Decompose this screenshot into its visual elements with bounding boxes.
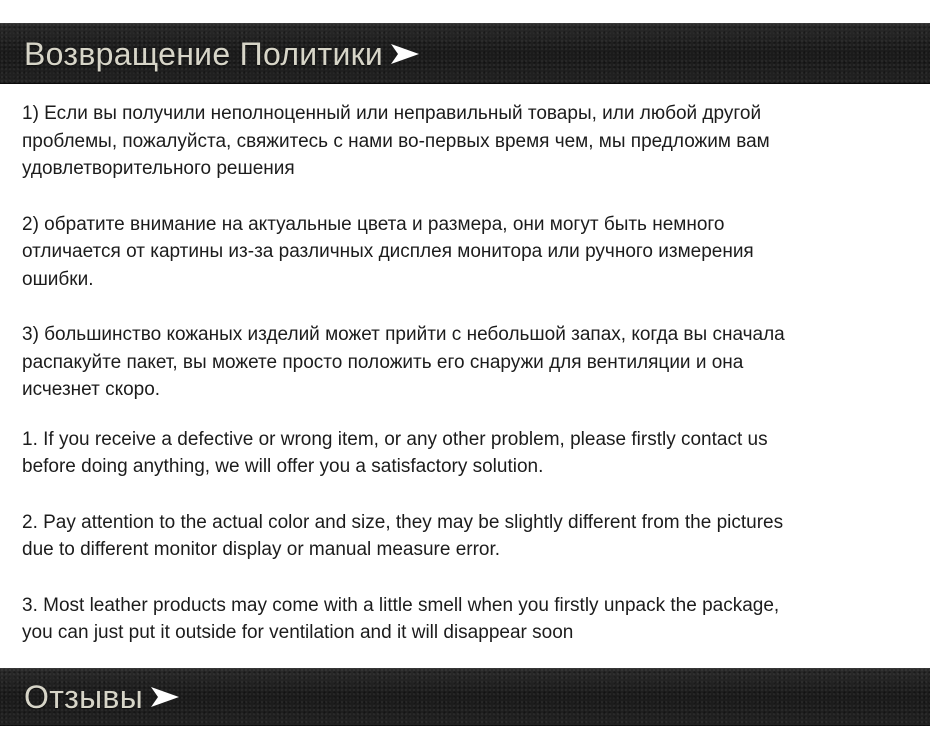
policy-content	[22, 100, 902, 647]
policy-en-1: 1. If you receive a defective or wrong item, or any other problem, please firstly contact us before doing anything, we will offer you a satisfactory solution.	[22, 428, 768, 477]
return-policy-header	[0, 23, 930, 84]
policy-ru-1: 1) Если вы получили неполноценный или неправильный товары, или любой другой проблемы, пожалуйста, свяжитесь с нами во-первых время чем, мы предложим вам удовлетворительного решения	[22, 103, 770, 179]
policy-en-3: 3. Most leather products may come with a little smell when you firstly unpack the package, you can just put it outside for ventilation and it will disappear soon	[22, 594, 780, 643]
reviews-title: Отзывы	[24, 679, 144, 715]
arrow-right-icon	[149, 684, 183, 710]
return-policy-title: Возвращение Политики	[24, 35, 384, 72]
policy-ru-3: 3) большинство кожаных изделий может прийти с небольшой запах, когда вы сначала распакуйте пакет, вы можете просто положить его снаружи для вентиляции и она исчезнет скоро.	[22, 324, 785, 400]
arrow-right-icon	[389, 41, 423, 67]
policy-en-2: 2. Pay attention to the actual color and size, they may be slightly different from the pictures due to different monitor display or manual measure error.	[22, 511, 784, 560]
reviews-header	[0, 668, 930, 726]
policy-ru-2: 2) обратите внимание на актуальные цвета и размера, они могут быть немного отличается от картины из-за различных дисплея монитора или ручного измерения ошибки.	[22, 213, 754, 290]
